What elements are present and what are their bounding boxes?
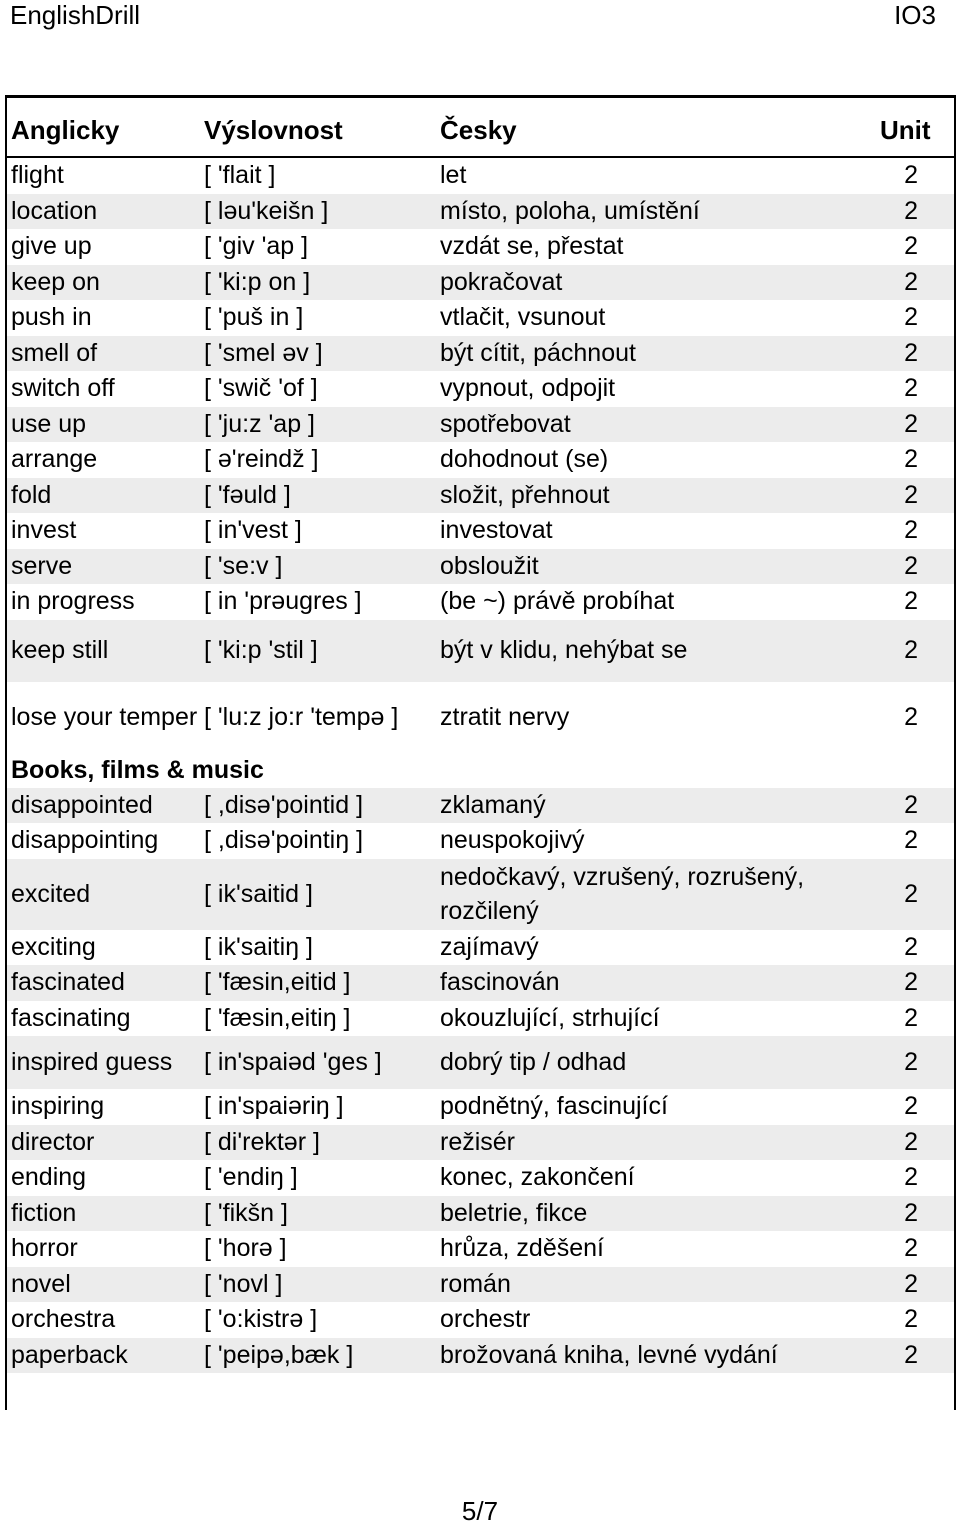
unit-cell: 2 [904, 826, 918, 855]
english-cell: switch off [11, 374, 115, 403]
section-title: Books, films & music [11, 755, 264, 784]
table-row [7, 194, 954, 230]
table-row [7, 584, 954, 620]
table-row [7, 1196, 954, 1232]
czech-cell: brožovaná kniha, levné vydání [440, 1340, 778, 1369]
pronunciation-cell: [ di'rektər ] [204, 1127, 320, 1156]
english-cell: inspiring [11, 1092, 105, 1121]
czech-cell: být v klidu, nehýbat se [440, 636, 688, 664]
unit-cell: 2 [904, 445, 918, 474]
unit-cell: 2 [904, 551, 918, 580]
unit-cell: 2 [904, 702, 918, 731]
unit-cell: 2 [904, 1163, 918, 1192]
english-cell: excited [11, 879, 91, 908]
unit-cell: 2 [904, 790, 918, 819]
czech-cell: nedočkavý, vzrušený, rozrušený, rozčilený [440, 863, 805, 925]
unit-cell: 2 [904, 932, 918, 961]
pronunciation-cell: [ 'lu:z jo:r 'tempə ] [204, 702, 399, 731]
unit-cell: 2 [904, 196, 918, 225]
english-cell: in progress [11, 587, 135, 616]
czech-cell: beletrie, fikce [440, 1198, 588, 1227]
unit-cell: 2 [904, 1340, 918, 1369]
table-row [7, 682, 954, 753]
english-cell: fiction [11, 1198, 77, 1227]
table-row [7, 158, 954, 194]
english-cell: paperback [11, 1340, 128, 1369]
czech-cell: fascinován [440, 968, 560, 997]
czech-cell: vzdát se, přestat [440, 232, 624, 261]
czech-cell: spotřebovat [440, 409, 571, 438]
section-heading [7, 753, 954, 788]
unit-cell: 2 [904, 1198, 918, 1227]
czech-cell: být cítit, páchnout [440, 338, 636, 367]
czech-cell: orchestr [440, 1305, 531, 1334]
english-cell: disappointed [11, 790, 153, 819]
pronunciation-cell: [ 'fæsin,eitiŋ ] [204, 1003, 351, 1032]
unit-cell: 2 [904, 409, 918, 438]
pronunciation-cell: [ 'swič 'of ] [204, 374, 318, 403]
column-header-czech: Česky [440, 114, 517, 145]
table-row [7, 1160, 954, 1196]
unit-cell: 2 [904, 1048, 918, 1076]
pronunciation-cell: [ 'ki:p on ] [204, 267, 311, 296]
table-row [7, 265, 954, 301]
table-row [7, 407, 954, 443]
table-row [7, 823, 954, 859]
pronunciation-cell: [ ik'saitid ] [204, 879, 313, 908]
pronunciation-cell: [ ə'reindž ] [204, 445, 319, 474]
czech-cell: okouzlující, strhující [440, 1003, 660, 1032]
column-header-unit: Unit [880, 114, 931, 145]
table-row [7, 1001, 954, 1037]
english-cell: fascinating [11, 1003, 131, 1032]
czech-cell: vtlačit, vsunout [440, 303, 606, 332]
unit-cell: 2 [904, 1305, 918, 1334]
czech-cell: ztratit nervy [440, 702, 570, 731]
table-header [7, 98, 954, 158]
table-row [7, 1125, 954, 1161]
english-cell: push in [11, 303, 92, 332]
app-title: EnglishDrill [10, 0, 141, 30]
czech-cell: pokračovat [440, 267, 563, 296]
english-cell: lose your temper [11, 703, 198, 731]
table-row [7, 965, 954, 1001]
unit-cell: 2 [904, 516, 918, 545]
english-cell: disappointing [11, 826, 159, 855]
english-cell: flight [11, 161, 64, 190]
column-header-english: Anglicky [11, 114, 120, 145]
pronunciation-cell: [ 'horə ] [204, 1234, 287, 1263]
english-cell: keep on [11, 267, 100, 296]
table-row [7, 1231, 954, 1267]
table-row [7, 442, 954, 478]
document-code: IO3 [894, 0, 936, 30]
czech-cell: místo, poloha, umístění [440, 196, 700, 225]
pronunciation-cell: [ 'fikšn ] [204, 1198, 288, 1227]
pronunciation-cell: [ in'spaiəriŋ ] [204, 1092, 344, 1121]
unit-cell: 2 [904, 968, 918, 997]
pronunciation-cell: [ in 'prəugres ] [204, 587, 362, 616]
english-cell: give up [11, 232, 92, 261]
unit-cell: 2 [904, 303, 918, 332]
english-cell: fascinated [11, 968, 125, 997]
column-header-pronunciation: Výslovnost [204, 114, 343, 145]
pronunciation-cell: [ in'spaiəd 'ges ] [204, 1048, 382, 1076]
table-row [7, 371, 954, 407]
table-row [7, 620, 954, 682]
english-cell: novel [11, 1269, 71, 1298]
unit-cell: 2 [904, 1092, 918, 1121]
pronunciation-cell: [ 'novl ] [204, 1269, 283, 1298]
table-row [7, 930, 954, 966]
table-row [7, 478, 954, 514]
english-cell: orchestra [11, 1305, 116, 1334]
unit-cell: 2 [904, 267, 918, 296]
pronunciation-cell: [ 'puš in ] [204, 303, 304, 332]
unit-cell: 2 [904, 1003, 918, 1032]
czech-cell: (be ~) právě probíhat [440, 587, 675, 616]
pronunciation-cell: [ 'flait ] [204, 161, 276, 190]
english-cell: smell of [11, 338, 98, 367]
pronunciation-cell: [ ,disə'pointiŋ ] [204, 826, 364, 855]
table-row [7, 513, 954, 549]
unit-cell: 2 [904, 879, 918, 908]
english-cell: horror [11, 1234, 78, 1263]
english-cell: serve [11, 551, 73, 580]
pronunciation-cell: [ in'vest ] [204, 516, 302, 545]
english-cell: arrange [11, 445, 98, 474]
unit-cell: 2 [904, 374, 918, 403]
pronunciation-cell: [ 'se:v ] [204, 551, 283, 580]
czech-cell: investovat [440, 516, 553, 545]
table-row [7, 549, 954, 585]
table-row [7, 300, 954, 336]
english-cell: use up [11, 409, 87, 438]
unit-cell: 2 [904, 587, 918, 616]
czech-cell: dohodnout (se) [440, 445, 609, 474]
czech-cell: zklamaný [440, 790, 546, 819]
pronunciation-cell: [ 'peipə,bæk ] [204, 1340, 354, 1369]
pronunciation-cell: [ 'ju:z 'ap ] [204, 409, 315, 438]
page-number: 5/7 [461, 1496, 499, 1526]
pronunciation-cell: [ ik'saitiŋ ] [204, 932, 313, 961]
unit-cell: 2 [904, 1127, 918, 1156]
table-row [7, 229, 954, 265]
czech-cell: román [440, 1269, 511, 1298]
table-row [7, 788, 954, 824]
english-cell: invest [11, 516, 77, 545]
table-row [7, 1089, 954, 1125]
pronunciation-cell: [ ,disə'pointid ] [204, 790, 364, 819]
unit-cell: 2 [904, 232, 918, 261]
table-row [7, 1036, 954, 1089]
czech-cell: vypnout, odpojit [440, 374, 616, 403]
unit-cell: 2 [904, 1269, 918, 1298]
english-cell: ending [11, 1163, 87, 1192]
english-cell: exciting [11, 932, 96, 961]
czech-cell: podnětný, fascinující [440, 1092, 668, 1121]
table-row [7, 336, 954, 372]
pronunciation-cell: [ 'ki:p 'stil ] [204, 636, 318, 664]
czech-cell: let [440, 161, 467, 190]
czech-cell: dobrý tip / odhad [440, 1048, 627, 1076]
english-cell: keep still [11, 636, 109, 664]
pronunciation-cell: [ 'fəuld ] [204, 480, 291, 509]
english-cell: director [11, 1127, 95, 1156]
unit-cell: 2 [904, 480, 918, 509]
unit-cell: 2 [904, 161, 918, 190]
pronunciation-cell: [ 'o:kistrə ] [204, 1305, 318, 1334]
table-row [7, 1267, 954, 1303]
table-row [7, 1338, 954, 1374]
czech-cell: obsloužit [440, 551, 539, 580]
english-cell: location [11, 196, 98, 225]
czech-cell: režisér [440, 1127, 516, 1156]
unit-cell: 2 [904, 1234, 918, 1263]
english-cell: fold [11, 480, 52, 509]
pronunciation-cell: [ 'giv 'ap ] [204, 232, 309, 261]
unit-cell: 2 [904, 338, 918, 367]
czech-cell: konec, zakončení [440, 1163, 635, 1192]
pronunciation-cell: [ ləu'keišn ] [204, 196, 329, 225]
pronunciation-cell: [ 'fæsin,eitid ] [204, 968, 351, 997]
czech-cell: hrůza, zděšení [440, 1234, 604, 1263]
czech-cell: neuspokojivý [440, 826, 585, 855]
table-row [7, 1302, 954, 1338]
czech-cell: složit, přehnout [440, 480, 610, 509]
pronunciation-cell: [ 'smel əv ] [204, 338, 323, 367]
pronunciation-cell: [ 'endiŋ ] [204, 1163, 298, 1192]
english-cell: inspired guess [11, 1048, 173, 1076]
table-row [7, 859, 954, 930]
unit-cell: 2 [904, 636, 918, 664]
czech-cell: zajímavý [440, 932, 539, 961]
vocabulary-table [5, 95, 956, 1410]
